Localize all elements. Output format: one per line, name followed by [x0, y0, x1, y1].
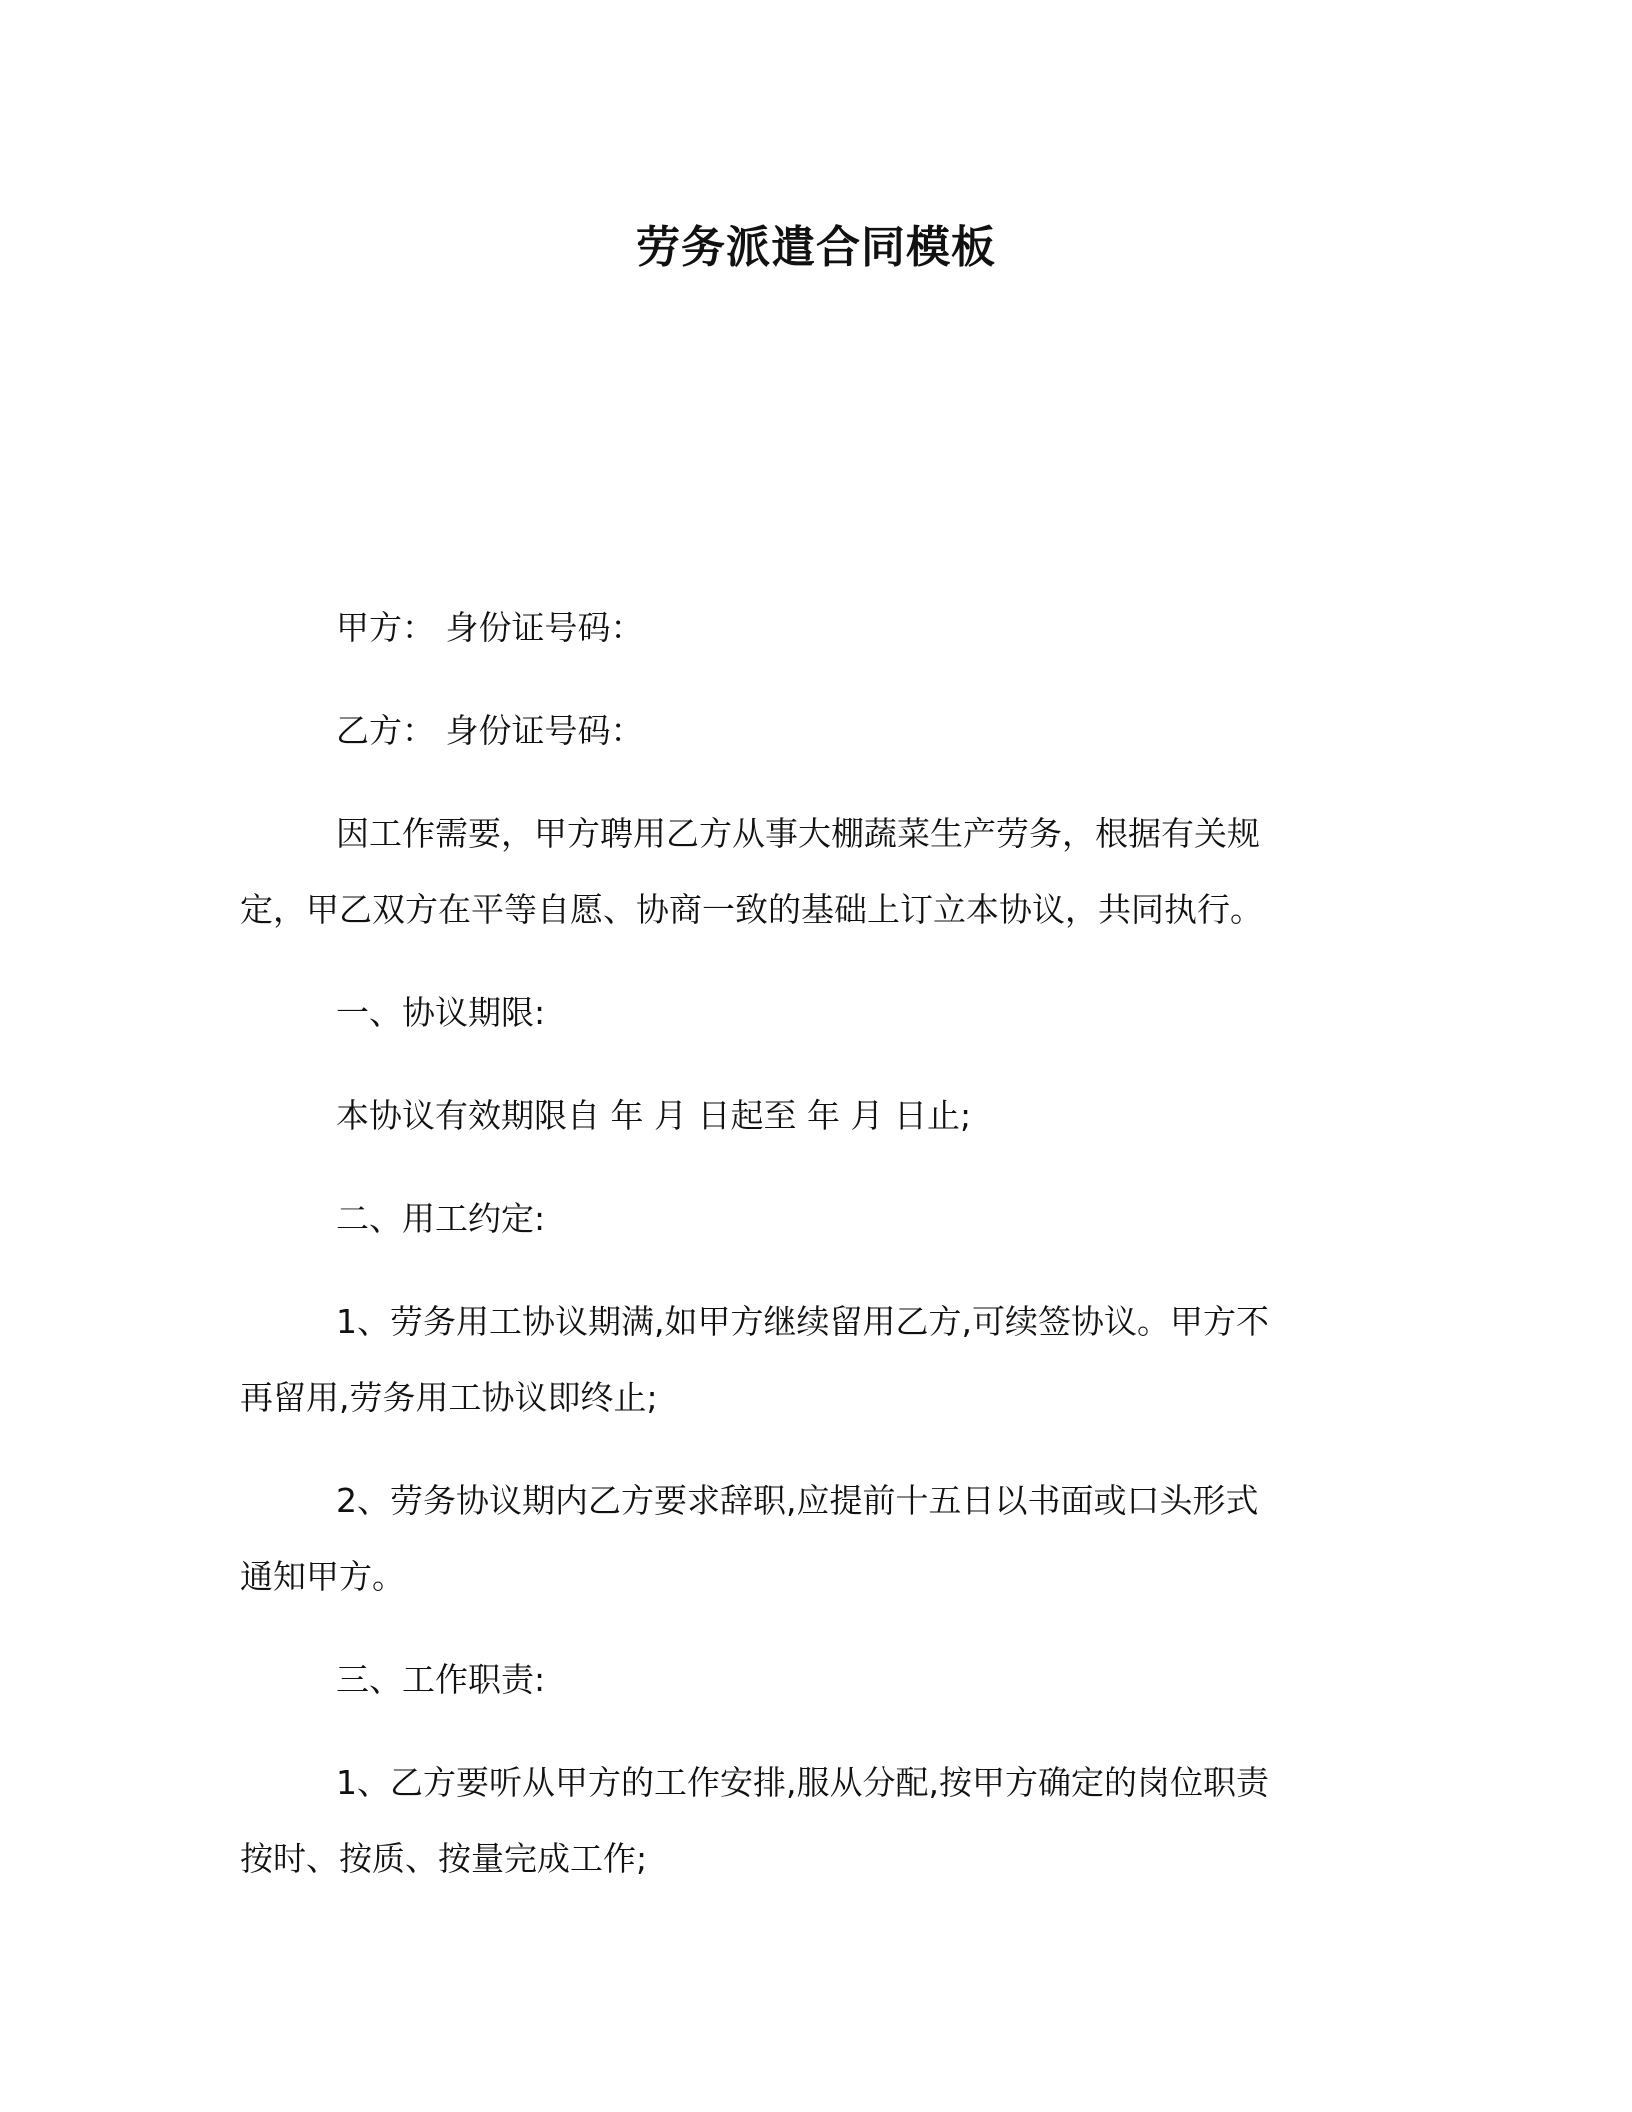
- document-body: [240, 590, 1390, 1924]
- section-1-heading-text: 一、协议期限:: [336, 993, 546, 1032]
- section-2-item-1: [240, 1284, 1390, 1436]
- section-1-paragraph: [240, 1078, 1390, 1154]
- party-a-text: 甲方： 身份证号码：: [336, 608, 644, 647]
- section-2-item-1-line-1: 1、劳务用工协议期满,如甲方继续留用乙方,可续签协议。甲方不: [336, 1302, 1269, 1341]
- section-3-heading-text: 三、工作职责:: [336, 1660, 546, 1699]
- party-b-line: [240, 693, 1390, 769]
- section-3-item-1-line-2: 按时、按质、按量完成工作;: [240, 1839, 648, 1878]
- document-title: 劳务派遣合同模板: [636, 222, 996, 273]
- section-2-item-2: [240, 1463, 1390, 1615]
- section-1-text: 本协议有效期限自 年 月 日起至 年 月 日止;: [336, 1096, 972, 1135]
- party-a-line: [240, 590, 1390, 666]
- section-2-heading-text: 二、用工约定:: [336, 1199, 546, 1238]
- intro-line-1: 因工作需要，甲方聘用乙方从事大棚蔬菜生产劳务，根据有关规: [336, 814, 1260, 853]
- section-2-heading: [240, 1181, 1390, 1257]
- section-3-item-1-line-1: 1、乙方要听从甲方的工作安排,服从分配,按甲方确定的岗位职责: [336, 1763, 1269, 1802]
- section-2-item-2-line-2: 通知甲方。: [240, 1557, 405, 1596]
- intro-line-2: 定，甲乙双方在平等自愿、协商一致的基础上订立本协议，共同执行。: [240, 890, 1263, 929]
- section-2-item-1-line-2: 再留用,劳务用工协议即终止;: [240, 1378, 658, 1417]
- section-3-item-1: [240, 1745, 1390, 1897]
- party-b-text: 乙方： 身份证号码：: [336, 711, 644, 750]
- section-3-heading: [240, 1642, 1390, 1718]
- section-1-heading: [240, 975, 1390, 1051]
- section-2-item-2-line-1: 2、劳务协议期内乙方要求辞职,应提前十五日以书面或口头形式: [336, 1481, 1259, 1520]
- intro-paragraph: [240, 796, 1390, 948]
